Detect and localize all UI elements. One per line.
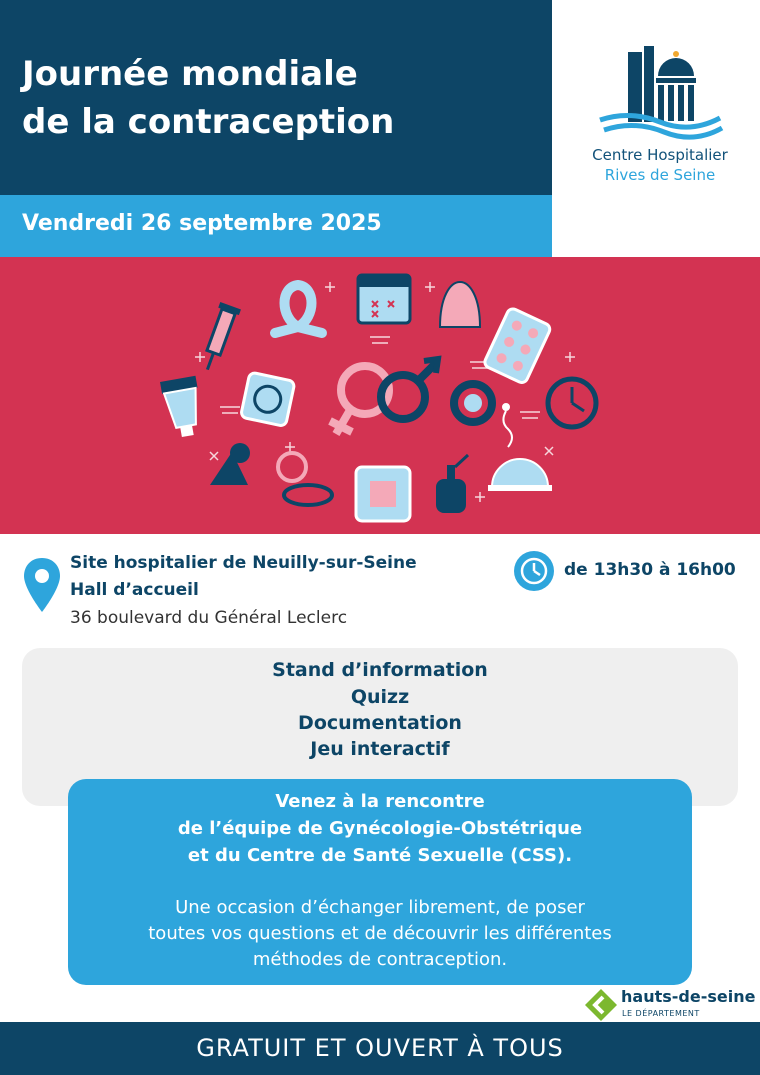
clock-icon xyxy=(514,551,554,591)
activity-item: Quizz xyxy=(350,686,410,708)
event-date: Vendredi 26 septembre 2025 xyxy=(22,211,382,236)
department-logo-icon xyxy=(585,989,617,1021)
ring-pair-icon xyxy=(278,453,332,505)
location-pin-icon xyxy=(24,558,60,612)
patch-icon xyxy=(356,467,410,521)
title-panel xyxy=(0,0,552,195)
meet-line: de l’équipe de Gynécologie-Obstétrique xyxy=(177,818,583,839)
page-title xyxy=(22,50,394,146)
title-line-1: Journée mondiale xyxy=(22,54,358,94)
footer-bar xyxy=(0,1022,760,1075)
hospital-building-icon xyxy=(580,40,740,140)
department-name: hauts-de-seine xyxy=(621,987,756,1006)
hall-name: Hall d’accueil xyxy=(70,580,199,600)
cervical-cap-icon xyxy=(440,282,480,327)
activity-item: Documentation xyxy=(298,712,462,734)
hospital-logo xyxy=(580,40,740,190)
spray-bottle-icon xyxy=(436,455,468,513)
logo-name: Centre Hospitalier xyxy=(592,146,728,164)
date-bar xyxy=(0,195,552,257)
occasion-line: méthodes de contraception. xyxy=(252,949,508,970)
syringe-icon xyxy=(197,302,241,373)
meet-line: Venez à la rencontre xyxy=(275,791,485,812)
site-name: Site hospitalier de Neuilly-sur-Seine xyxy=(70,553,417,573)
calendar-icon xyxy=(358,275,410,323)
activity-item: Jeu interactif xyxy=(310,738,450,760)
dome-cap-icon xyxy=(488,459,552,491)
address: 36 boulevard du Général Leclerc xyxy=(70,608,348,628)
occasion-line: toutes vos questions et de découvrir les différentes xyxy=(148,923,612,944)
clock-icon xyxy=(548,379,596,427)
vaginal-ring-icon xyxy=(454,384,492,422)
department-subtitle: LE DÉPARTEMENT xyxy=(622,1009,700,1018)
cream-tube-icon xyxy=(160,376,206,439)
meet-team-card xyxy=(68,779,692,985)
logo-subname: Rives de Seine xyxy=(604,166,716,184)
footer-text: GRATUIT ET OUVERT À TOUS xyxy=(196,1034,564,1062)
event-time: de 13h30 à 16h00 xyxy=(564,560,736,580)
occasion-line: Une occasion d’échanger librement, de poser xyxy=(175,897,585,918)
awareness-ribbon-icon xyxy=(275,285,322,333)
meet-line: et du Centre de Santé Sexuelle (CSS). xyxy=(187,845,573,866)
activity-item: Stand d’information xyxy=(272,659,488,681)
diaphragm-icon xyxy=(210,443,250,485)
title-line-2: de la contraception xyxy=(22,102,395,142)
contraception-illustration xyxy=(0,257,760,534)
condom-icon xyxy=(240,372,295,427)
sperm-icon xyxy=(502,403,512,447)
pill-blister-icon xyxy=(483,307,552,384)
